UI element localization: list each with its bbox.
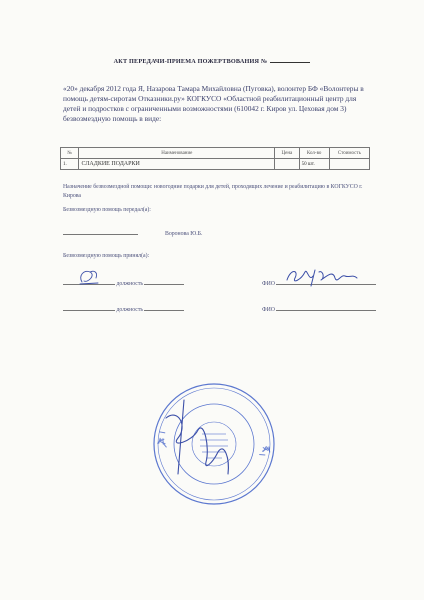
position-label-2: должность [116,307,144,313]
row-name: СЛАДКИЕ ПОДАРКИ [79,159,275,170]
header-cost: Стоимость [329,148,369,159]
row-num: 1. [61,159,79,170]
header-qty: Кол-во [299,148,329,159]
row-qty: 50 шт. [299,159,329,170]
transferred-signature-line [63,230,138,239]
row-price [275,159,299,170]
row-cost [329,159,369,170]
fio-label-2: ФИО [262,307,275,313]
items-table [60,147,370,170]
purpose-text: Назначение безвозмездной помощи: новогодние подарки для детей, проходящих лечение и реабилитацию в КОГКУСО г. Кирова [63,184,363,199]
received-label: Безвозмездную помощь принял(а): [63,253,150,259]
position-row-2 [63,306,184,315]
fio-row-2 [262,306,376,315]
signature-icon [283,266,363,290]
header-name: Наименование [79,148,275,159]
table-header-row [61,148,370,159]
round-stamp-icon [148,378,280,510]
header-price: Цена [275,148,299,159]
fio-label-1: ФИО [262,281,275,287]
position-blank-2 [63,310,115,311]
signature-blank-2 [144,310,184,311]
table-row [61,159,370,170]
header-num: № [61,148,79,159]
act-number-blank [270,62,310,63]
transferred-signature-blank [63,234,138,235]
transferred-label: Безвозмездную помощь передал(а): [63,207,151,213]
transferred-name: Воронова Ю.Б. [165,231,203,237]
signature-blank-1 [144,284,184,285]
intro-paragraph: «20» декабря 2012 года Я, Назарова Тамара Михайловна (Пуговка), волонтер БФ «Волонтеры в помощь детям-сиротам Отказники.ру» КОГКУСО «Областной реабилитационный центр для детей и подростков с ограниченными возможностями (610042 г. Киров ул. Цеховая дом 3) безвозмездную помощь в виде: [63,84,364,123]
document-title [0,58,424,65]
fio-blank-2 [276,310,376,311]
position-label-1: должность [116,281,144,287]
title-text: АКТ ПЕРЕДАЧИ-ПРИЕМА ПОЖЕРТВОВАНИЯ № [113,58,268,65]
handwritten-mark-icon [76,266,106,288]
